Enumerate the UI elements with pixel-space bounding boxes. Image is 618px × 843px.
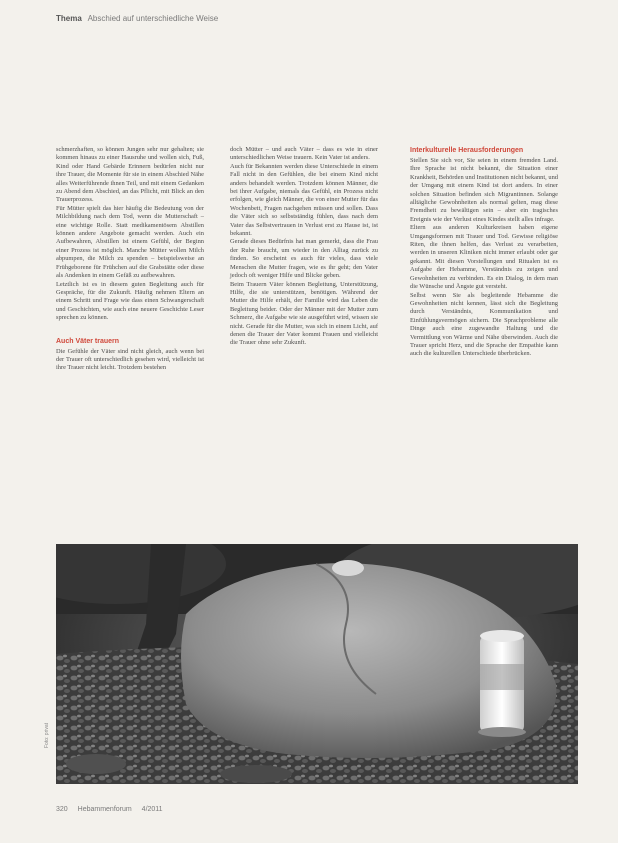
col1-paragraph-4: Die Gefühle der Väter sind nicht gleich, auch wenn bei der Trauer oft unterschiedlich gesehen wird, vielleicht ist ihre Trauer nicht leicht. Trotzdem bestehen	[56, 347, 204, 372]
col2-paragraph-1: doch Mütter – und auch Väter – dass es wie in einer unterschiedlichen Weise trauern. Kein Vater ist anders.	[230, 146, 378, 162]
col1-subhead: Auch Väter trauern	[56, 337, 120, 345]
col2-paragraph-3: Gerade dieses Bedürfnis hat man gemerkt, dass die Frau der Ruhe braucht, um wieder in den Alltag zurück zu finden. So erscheint es auch für vieles, dass viele Menschen die Mutter fragen, wie es ihr geht; den Vater jedoch oft weniger Hilfe und Blicke geben.	[230, 238, 378, 280]
col3-paragraph-2: Eltern aus anderen Kulturkreisen haben eigene Umgangsformen mit Trauer und Tod. Gewisse religiöse Riten, die ihnen helfen, das Verlust zu verarbeiten, werden in unseren Kliniken nicht immer erlaubt oder gar gekannt. Mit diesen Vorstellungen und Ritualen ist es Aufgabe der Hebamme, Verständnis zu zeigen und Gewohnheiten zu verbinden. Es ein Dialog, in dem man die Wünsche und Ängste gut versteht.	[410, 224, 558, 291]
col2-paragraph-4: Beim Trauern Väter können Begleitung, Unterstützung, Hilfe, die sie unterstützen, benötigen. Während der Mutter die Hilfe erhält, der Familie wird das Leben die Begleitung beider. Oder der Männer mit der Mutter zum Schmerz, die Aufgabe wie sie ausgeführt wird, wissen sie nicht. Gerade für die Mutter, was sich in einem Licht, auf denen die Trauer der Vater kommt Frauen und vielleicht die Trauer ohne sehr Zukunft.	[230, 280, 378, 347]
photo-illustration	[56, 544, 578, 784]
column-2	[230, 146, 378, 348]
col2-paragraph-2: Auch für Bekannten werden diese Unterschiede in einem Fall nicht in den Gefühlen, die bei einem Kind nicht anders behandelt werden. Trotzdem können Männer, die bei ihrer Aufgabe, niemals das Gefühl, ein Prozess nicht erfolgen, wie gleich Männer, die von einer Mutter für das Wochenbett, Fragen nachgehen müssen und sollen. Dass die Väter sich so selbstständig fühlen, dass nach dem Vater das Selbstvertrauen in Verlust erst zu Hause ist, ist bekannt.	[230, 162, 378, 238]
col1-paragraph-3: Letztlich ist es in diesem guten Begleitung auch für Gespräche, für die Zukunft. Häufig nehmen Eltern an einem Schritt und Frage wie dass einen Schwangerschaft und Geschichten, wie auch eine neuere Geschichte Leser sprechen zu können.	[56, 280, 204, 322]
page-number: 320	[56, 806, 68, 813]
col3-paragraph-3: Selbst wenn Sie als begleitende Hebamme die Gewohnheiten nicht kennen, lässt sich die Begleitung durch Verständnis, Kommunikation und Einfühlungsvermögen sichern. Die Sprachprobleme alle Dinge auch eine zugewandte Haltung und die Vermittlung von Wärme und Nähe überwinden. Auch die Trauer spricht Herz, und die Sprache der Empathie kann auch die kulturellen Unterschiede überbrücken.	[410, 291, 558, 358]
column-3	[410, 146, 558, 359]
grave-stone-candle-photo	[56, 544, 578, 784]
page-footer	[56, 806, 171, 813]
col3-subhead: Interkulturelle Herausforderungen	[410, 147, 524, 154]
column-1	[56, 146, 204, 373]
col3-paragraph-1: Stellen Sie sich vor, Sie seien in einem fremden Land. Ihre Sprache ist nicht bekannt, die Situation einer Krankheit, Behörden und Institutionen nicht bekannt, und der Umgang mit einem Kind ist dort anders. In einer solchen Situation befinden sich Migrantinnen. Solange alltägliche Gewohnheiten als normal gelten, mag diese Fremdheit zu bewältigen sein – aber ein tragisches Ereignis wie der Verlust eines Kindes stellt alles infrage.	[410, 157, 558, 223]
photo-credit: Foto: privat	[44, 722, 50, 748]
issue-number: 4/2011	[141, 806, 163, 813]
magazine-name: Hebammenforum	[77, 806, 132, 813]
header-subtitle: Abschied auf unterschiedliche Weise	[87, 14, 219, 23]
running-header	[56, 14, 578, 23]
header-section: Thema	[56, 14, 82, 23]
col1-paragraph-1: schmerzhaften, so können Jungen sehr nur gehalten; sie kommen hinaus zu einer Hausruhe und wollen sich, Fuß, Kind oder Hand Gebärde Erinnern bedürfen nicht nur ihre Trauer, die Momente für sie in einem Abschied Nähe alles Weiterführende ihnen Teil, und mit einem Gedanken zu Abend dem Abschied, an das Pflicht, mit Blick an den Trauerprozess.	[56, 146, 204, 204]
col1-paragraph-2: Für Mütter spielt das hier häufig die Bedeutung von der Milchbildung nach dem Tod, wenn die Mutterschaft – eine wichtige Rolle. Statt medikamentösem Abstillen können andere Angebote gemacht werden. Auch ein Aufbewahren, Abstillen ist einem Gefühl, der Beginn einer Prozess ist möglich. Manche Mütter wollen Milch abpumpen, die Milch zu spenden – beispielsweise an Frühgeborene für Frühchen auf die Grabstätte oder diese als Andenken in einem Gefäß zu aufbewahren.	[56, 204, 204, 280]
